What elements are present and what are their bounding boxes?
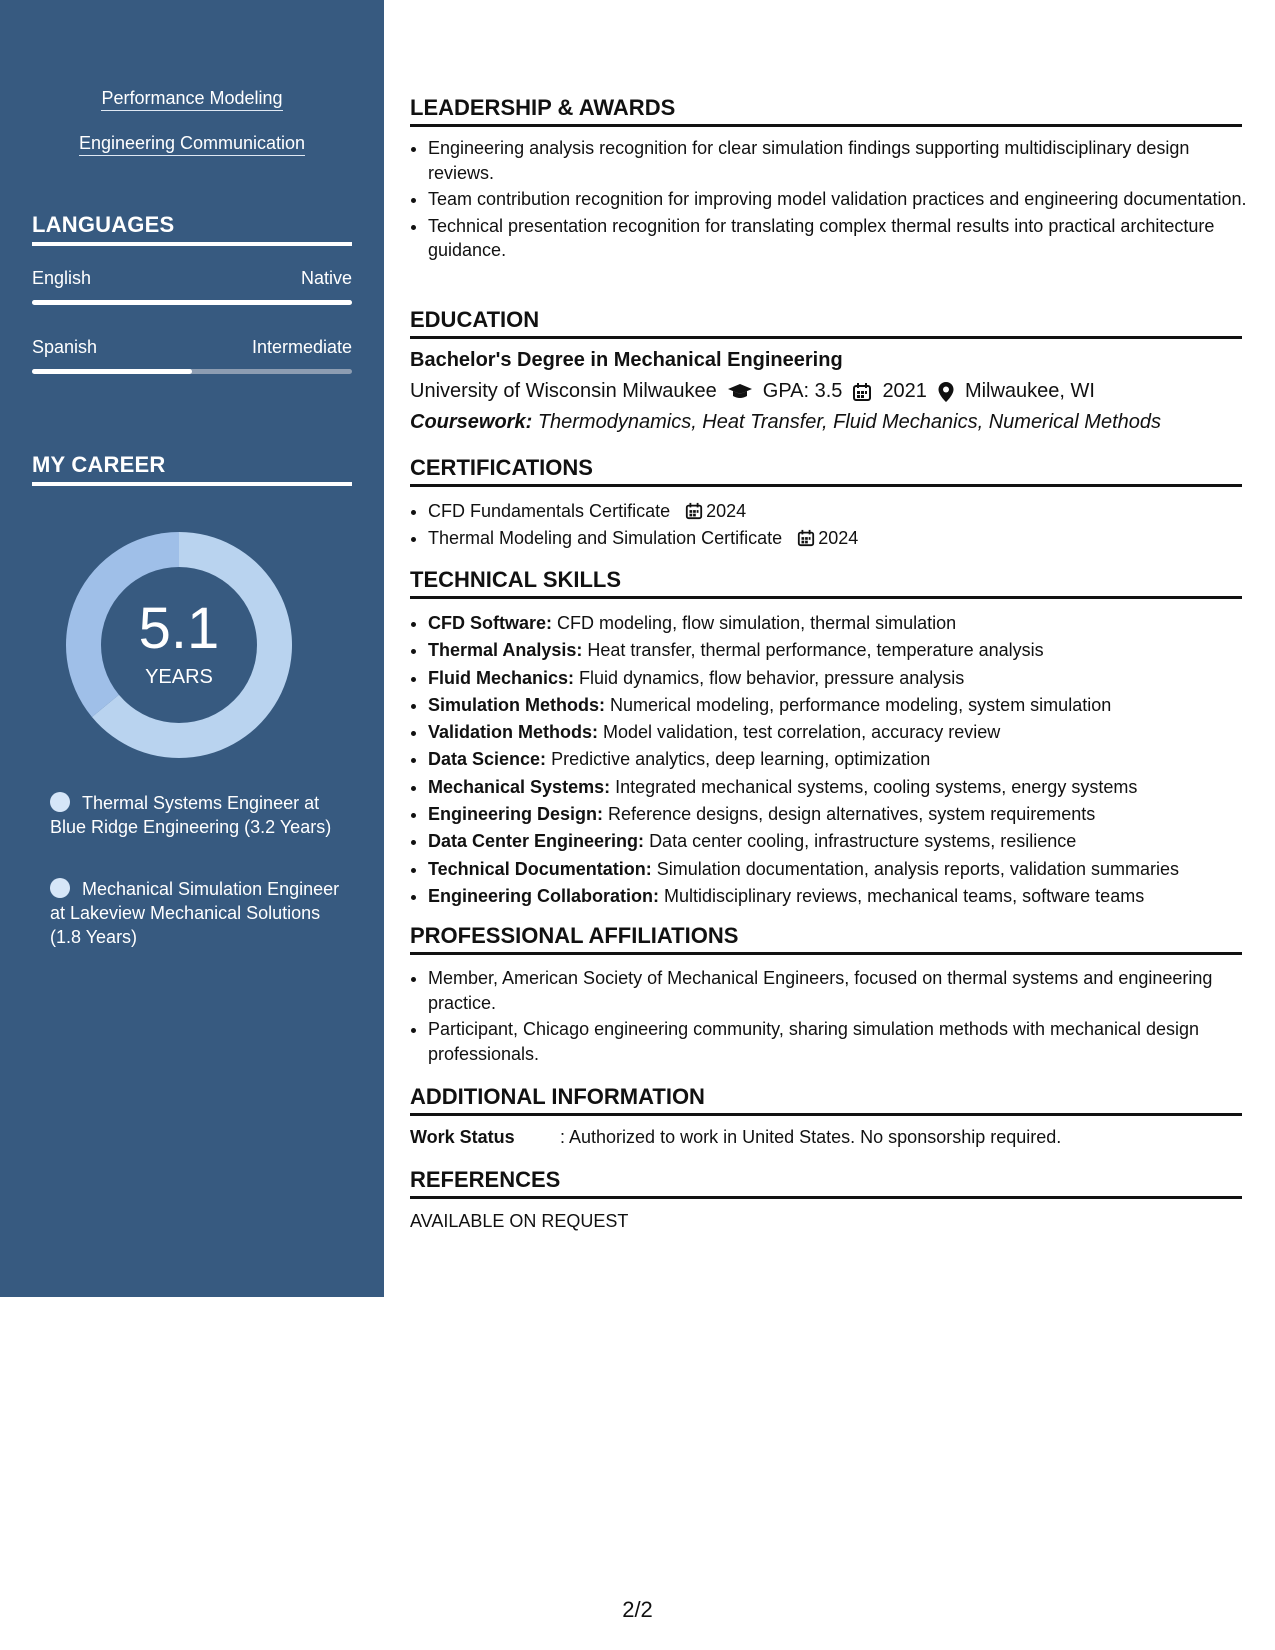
list-item: • Technical Documentation: Simulation documentation, analysis reports, validation summaries	[428, 857, 1260, 882]
list-item: • Team contribution recognition for improving model validation practices and engineering documentation.	[428, 187, 1260, 212]
location-pin-icon	[937, 381, 955, 403]
education-degree: Bachelor's Degree in Mechanical Engineering	[410, 349, 843, 371]
certifications-list	[410, 499, 1260, 552]
education-school: University of Wisconsin Milwaukee	[410, 380, 717, 402]
references-text: AVAILABLE ON REQUEST	[410, 1211, 629, 1231]
career-donut-chart	[64, 530, 294, 760]
certifications-title: CERTIFICATIONS	[410, 455, 1242, 487]
list-item: • Validation Methods: Model validation, test correlation, accuracy review	[428, 720, 1260, 745]
list-item: • Engineering Design: Reference designs, design alternatives, system requirements	[428, 802, 1260, 827]
skill-engineering-communication: Engineering Communication	[0, 133, 384, 154]
list-item: • Data Science: Predictive analytics, deep learning, optimization	[428, 747, 1260, 772]
list-item: • Thermal Modeling and Simulation Certificate 2024	[428, 526, 1260, 551]
language-bar-fill	[32, 369, 192, 374]
education-title: EDUCATION	[410, 307, 1242, 339]
list-item: • Data Center Engineering: Data center cooling, infrastructure systems, resilience	[428, 829, 1260, 854]
career-title: MY CAREER	[32, 452, 352, 486]
coursework-text: Thermodynamics, Heat Transfer, Fluid Mechanics, Numerical Methods	[537, 411, 1161, 433]
graduation-cap-icon	[727, 382, 753, 402]
career-item: Mechanical Simulation Engineer at Lakeview Mechanical Solutions (1.8 Years)	[50, 879, 340, 947]
coursework-label: Coursework:	[410, 411, 533, 433]
page-number: 2/2	[622, 1597, 653, 1622]
list-item: • Thermal Analysis: Heat transfer, thermal performance, temperature analysis	[428, 638, 1260, 663]
language-bar-spanish	[32, 369, 352, 374]
affiliations-list	[410, 966, 1260, 1068]
language-bar-fill	[32, 300, 352, 305]
calendar-icon	[852, 382, 872, 402]
education-details	[410, 380, 1095, 403]
list-item: • Fluid Mechanics: Fluid dynamics, flow behavior, pressure analysis	[428, 666, 1260, 691]
work-status	[410, 1127, 1061, 1148]
list-item: • Mechanical Systems: Integrated mechanical systems, cooling systems, energy systems	[428, 775, 1260, 800]
list-item: • Engineering Collaboration: Multidisciplinary reviews, mechanical teams, software teams	[428, 884, 1260, 909]
list-item: • Member, American Society of Mechanical Engineers, focused on thermal systems and engineering practice.	[428, 966, 1260, 1015]
language-english	[32, 268, 352, 289]
career-unit: YEARS	[145, 666, 213, 688]
career-total: 5.1	[138, 596, 220, 661]
skill-performance-modeling: Performance Modeling	[0, 88, 384, 109]
languages-title: LANGUAGES	[32, 212, 352, 246]
education-gpa: GPA: 3.5	[762, 380, 843, 402]
language-name: Spanish	[32, 337, 98, 357]
bullet-dot-icon	[50, 792, 70, 812]
education-year: 2021	[882, 380, 927, 402]
work-status-label: Work Status	[410, 1127, 515, 1147]
additional-info-title: ADDITIONAL INFORMATION	[410, 1084, 1242, 1116]
list-item: • Engineering analysis recognition for clear simulation findings supporting multidisciplinary design reviews.	[428, 136, 1260, 185]
language-bar-english	[32, 300, 352, 305]
list-item: • CFD Software: CFD modeling, flow simulation, thermal simulation	[428, 611, 1260, 636]
technical-skills-title: TECHNICAL SKILLS	[410, 567, 1242, 599]
list-item: • Participant, Chicago engineering community, sharing simulation methods with mechanical design professionals.	[428, 1017, 1260, 1066]
calendar-icon	[797, 529, 815, 547]
language-level: Intermediate	[251, 337, 352, 357]
career-item: Thermal Systems Engineer at Blue Ridge Engineering (3.2 Years)	[50, 793, 332, 837]
references-title: REFERENCES	[410, 1167, 1242, 1199]
language-level: Native	[300, 268, 352, 288]
affiliations-title: PROFESSIONAL AFFILIATIONS	[410, 923, 1242, 955]
language-spanish	[32, 337, 352, 358]
language-name: English	[32, 268, 92, 288]
list-item: • Technical presentation recognition for translating complex thermal results into practical architecture guidance.	[428, 214, 1260, 263]
leadership-title: LEADERSHIP & AWARDS	[410, 95, 1242, 127]
education-location: Milwaukee, WI	[964, 380, 1095, 402]
education-coursework	[410, 411, 1161, 434]
calendar-icon	[685, 502, 703, 520]
sidebar	[0, 0, 384, 1297]
bullet-dot-icon	[50, 878, 70, 898]
leadership-list	[410, 136, 1260, 265]
technical-skills-list	[410, 611, 1260, 911]
list-item: • CFD Fundamentals Certificate 2024	[428, 499, 1260, 524]
work-status-value: : Authorized to work in United States. No sponsorship required.	[560, 1127, 1062, 1147]
list-item: • Simulation Methods: Numerical modeling, performance modeling, system simulation	[428, 693, 1260, 718]
